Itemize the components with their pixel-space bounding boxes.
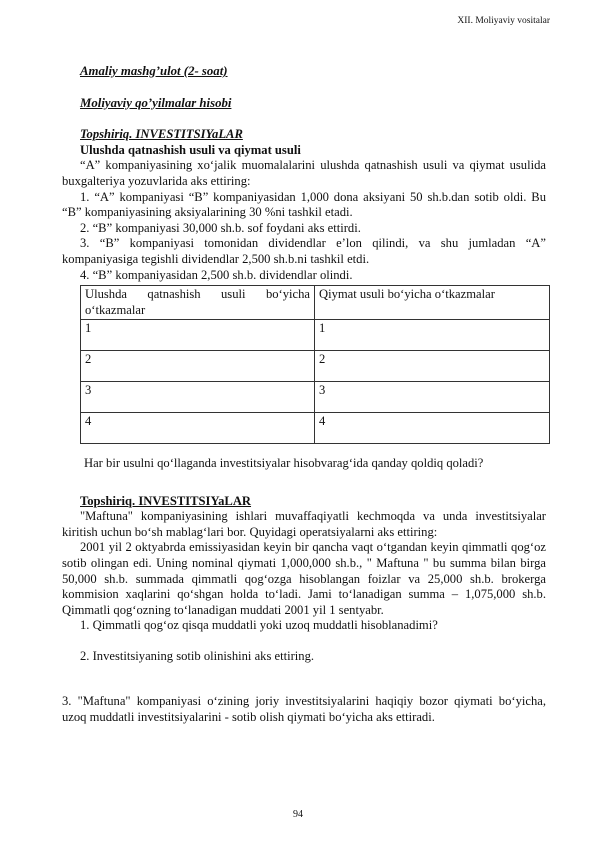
table-cell: 1 xyxy=(315,319,550,350)
task1-subtitle: Ulushda qatnashish usuli va qiymat usuli xyxy=(80,142,301,157)
entries-table xyxy=(80,285,550,444)
task1-item-2: 2. “B” kompaniyasi 30,000 sh.b. sof foydani aks ettirdi. xyxy=(80,220,361,235)
page-number: 94 xyxy=(293,809,303,820)
task1-intro: “A” kompaniyasining xo‘jalik muomalalarini ulushda qatnashish usuli va qiymat usulida buxgalteriya yozuvlarida aks ettiring: xyxy=(62,158,546,188)
table-header-row xyxy=(81,286,550,320)
table-row xyxy=(81,412,550,443)
task1-title: Topshiriq. INVESTITSIYaLAR xyxy=(80,127,243,142)
task2-title: Topshiriq. INVESTITSIYaLAR xyxy=(80,493,252,508)
table-header-cost: Qiymat usuli bo‘yicha o‘tkazmalar xyxy=(315,286,550,320)
table-cell: 4 xyxy=(81,412,315,443)
topic-heading: Moliyaviy qo’yilmalar hisobi xyxy=(80,95,232,110)
table-row xyxy=(81,350,550,381)
task1-question: Har bir usulni qo‘llaganda investitsiyalar hisobvarag‘ida qanday qoldiq qoladi? xyxy=(84,455,484,470)
table-cell: 1 xyxy=(81,319,315,350)
task2-question-3: 3. "Maftuna" kompaniyasi o‘zining joriy investitsiyalarini haqiqiy bozor qiymati bo‘yicha, uzoq muddatli investitsiyalarini - sotib olish qiymati bo‘yicha aks ettiradi. xyxy=(62,694,546,725)
table-row xyxy=(81,319,550,350)
task2-body: 2001 yil 2 oktyabrda emissiyasidan keyin bir qancha vaqt o‘tgandan keyin qimmatli qog‘oz sotib olingan edi. Uning nominal qiymati 1,000,000 sh.b., " Maftuna " bu summa bilan birga 50,000 sh.b. summada qimmatli qog‘ozga hisoblangan foizlar va 25,000 sh.b. brokerga kommision xaqlarini qo‘shgan holda to‘ladi. Jami to‘lanadigan summa – 1,075,000 sh.b. Qimmatli qog‘ozning to‘lanadigan muddati 2001 yil 1 sentyabr. xyxy=(62,540,546,617)
task1-item-3: 3. “B” kompaniyasi tomonidan dividendlar e’lon qilindi, va shu jumladan “A” kompaniyasiga tegishli dividendlar 2,500 sh.b.ni tashkil etdi. xyxy=(62,236,546,266)
table-row xyxy=(81,381,550,412)
table-cell: 3 xyxy=(81,381,315,412)
task2-question-1: 1. Qimmatli qog‘oz qisqa muddatli yoki uzoq muddatli hisoblanadimi? xyxy=(80,618,438,633)
table-cell: 3 xyxy=(315,381,550,412)
running-head: XII. Moliyaviy vositalar xyxy=(457,16,550,26)
table-cell: 2 xyxy=(81,350,315,381)
task1-item-4: 4. “B” kompaniyasidan 2,500 sh.b. dividendlar olindi. xyxy=(80,267,353,282)
table-cell: 4 xyxy=(315,412,550,443)
table-header-equity: Ulushda qatnashish usuli bo‘yicha o‘tkazmalar xyxy=(81,286,315,320)
task2-intro: "Maftuna" kompaniyasining ishlari muvaffaqiyatli kechmoqda va unda investitsiyalar kiritish uchun bo‘sh mablag‘lari bor. Quyidagi operatsiyalarni aks ettiring: xyxy=(62,509,546,539)
lesson-heading: Amaliy mashg’ulot (2- soat) xyxy=(80,64,228,78)
page-content xyxy=(62,64,546,726)
task1-item-1: 1. “A” kompaniyasi “B” kompaniyasidan 1,000 dona aksiyani 50 sh.b.dan sotib oldi. Bu “B” kompaniyasining aksiyalarining 30 %ni tashkil etadi. xyxy=(62,189,546,220)
task2-question-2: 2. Investitsiyaning sotib olinishini aks ettiring. xyxy=(80,648,315,663)
table-cell: 2 xyxy=(315,350,550,381)
